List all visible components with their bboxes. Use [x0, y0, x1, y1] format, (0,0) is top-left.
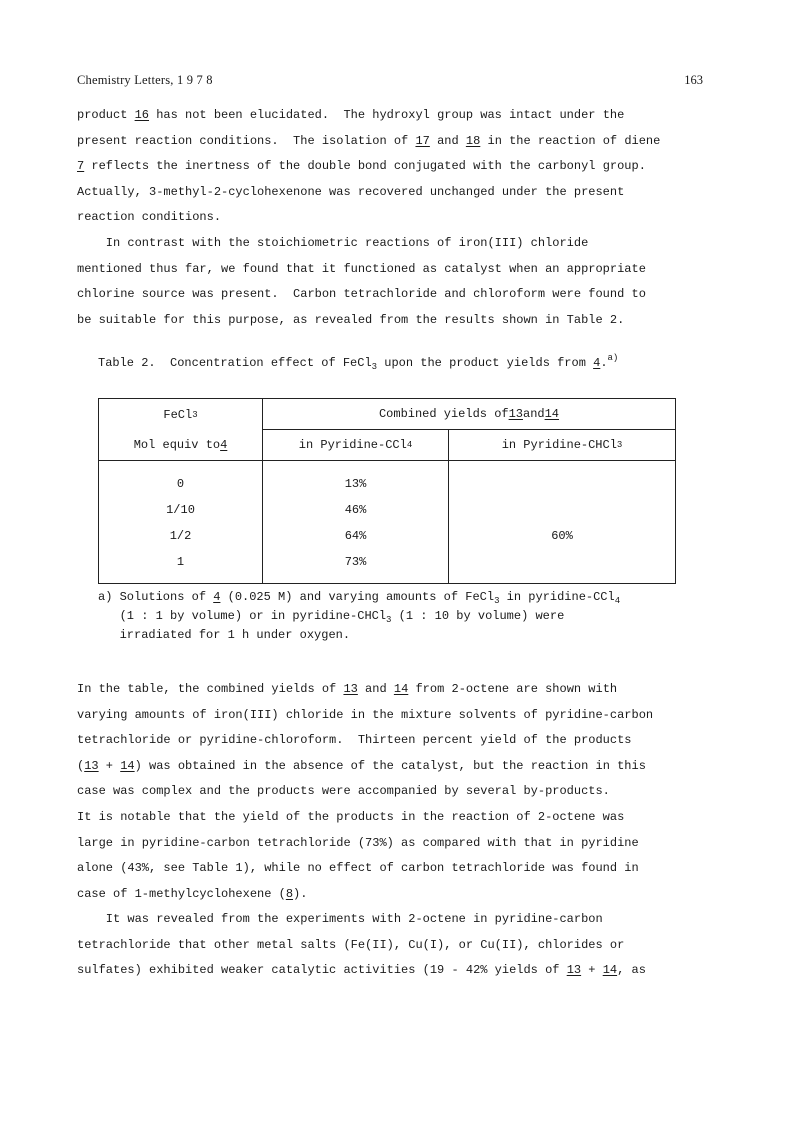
text-line: irradiated for 1 h under oxygen. [98, 628, 351, 642]
text-line: mentioned thus far, we found that it functioned as catalyst when an appropriate [77, 261, 646, 276]
paragraph-2 [77, 231, 697, 333]
ccl4-column [263, 461, 449, 584]
table-cell: 64% [344, 529, 367, 543]
header-cell-chcl3: in Pyridine-CHCl 3 [501, 438, 623, 452]
table-cell [449, 549, 675, 575]
header-cell-ccl4: in Pyridine-CCl 4 [263, 430, 449, 460]
paragraph-1 [77, 103, 697, 231]
paragraph-3 [77, 677, 697, 907]
text-line: case of 1-methylcyclohexene (8). [77, 886, 308, 901]
text-line: In the table, the combined yields of 13 and 14 from 2-octene are shown with [77, 682, 618, 696]
text-line: It is notable that the yield of the products in the reaction of 2-octene was [77, 809, 625, 824]
table-cell: 13% [344, 477, 367, 491]
table-cell [449, 497, 675, 523]
table-cell: 1/10 [166, 503, 195, 517]
table-cell: 60% [551, 529, 573, 543]
table-cell: 1 [176, 555, 185, 569]
text-line: tetrachloride or pyridine-chloroform. Thirteen percent yield of the products [77, 733, 632, 748]
text-line: 7 reflects the inertness of the double bond conjugated with the carbonyl group. [77, 159, 646, 174]
table-footnote [98, 588, 620, 645]
table-cell: 46% [344, 503, 367, 517]
text-line: product 16 has not been elucidated. The hydroxyl group was intact under the [77, 108, 625, 122]
text-line: present reaction conditions. The isolation of 17 and 18 in the reaction of diene [77, 133, 661, 148]
text-line: chlorine source was present. Carbon tetrachloride and chloroform were found to [77, 287, 646, 302]
text-line: Actually, 3-methyl-2-cyclohexenone was recovered unchanged under the present [77, 184, 625, 199]
text-line: In contrast with the stoichiometric reactions of iron(III) chloride [77, 236, 589, 250]
text-line: a) Solutions of 4 (0.025 M) and varying amounts of FeCl$_3$ in pyridine-CCl$_4$ [98, 590, 621, 606]
text-line: (13 + 14) was obtained in the absence of the catalyst, but the reaction in this [77, 758, 646, 773]
text-line: be suitable for this purpose, as revealed from the results shown in Table 2. [77, 312, 625, 327]
text-line: tetrachloride that other metal salts (Fe(II), Cu(I), or Cu(II), chlorides or [77, 937, 625, 952]
table-caption: Table 2. Concentration effect of FeCl$_3$ upon the product yields from 4.$^{a)}$ [98, 353, 619, 372]
table-cell: 73% [344, 555, 367, 569]
text-line: varying amounts of iron(III) chloride in the mixture solvents of pyridine-carbon [77, 707, 654, 722]
page-number: 163 [684, 73, 703, 87]
text-line: reaction conditions. [77, 210, 222, 225]
text-line: sulfates) exhibited weaker catalytic activities (19 - 42% yields of 13 + 14, as [77, 963, 646, 978]
chcl3-column [449, 461, 676, 584]
table-cell [449, 471, 675, 497]
table-cell: 1/2 [169, 529, 192, 543]
equiv-column [99, 461, 263, 584]
paragraph-4 [77, 907, 697, 984]
running-header-journal: Chemistry Letters, 1 9 7 8 [77, 73, 213, 87]
yields-table [98, 398, 676, 584]
header-cell-fecl3: FeCl 3 Mol equiv to 4 [99, 399, 263, 461]
text-line: alone (43%, see Table 1), while no effect of carbon tetrachloride was found in [77, 861, 639, 876]
text-line: (1 : 1 by volume) or in pyridine-CHCl$_3$ (1 : 10 by volume) were [98, 609, 565, 625]
table-cell: 0 [176, 477, 185, 491]
header-cell-combined: Combined yields of 13 and 14 in Pyridine-CCl 4 in Pyridine-CHCl 3 [263, 399, 676, 461]
text-line: case was complex and the products were accompanied by several by-products. [77, 784, 610, 799]
text-line: It was revealed from the experiments with 2-octene in pyridine-carbon [77, 912, 603, 926]
text-line: large in pyridine-carbon tetrachloride (73%) as compared with that in pyridine [77, 835, 639, 850]
